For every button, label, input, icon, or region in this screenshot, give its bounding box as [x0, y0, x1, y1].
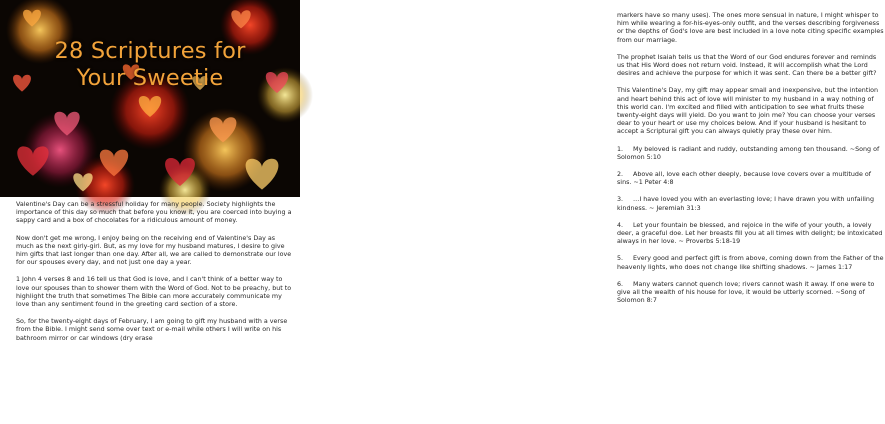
paragraph: Now don't get me wrong, I enjoy being on the receiving end of Valentine's Day as much as the next girly-girl. But, as my love for my husband matures, I desire to give him gifts that last longer than one day. After all, we are called to demonstrate our love for our spouses every day, and not just one day a year. [16, 234, 292, 267]
verse-item [617, 255, 885, 271]
verse-number: 5. [617, 255, 624, 263]
paragraph: 1 John 4 verses 8 and 16 tell us that God is love, and I can't think of a better way to love our spouses than to shower them with the Word of God. Not to be preachy, but to highlight the truth that sometimes The Bible can more accurately communicate my love than any sentiment found in the greeting card section of a store. [16, 276, 292, 309]
verse-item [617, 196, 885, 212]
paragraph: So, for the twenty-eight days of February, I am going to gift my husband with a verse from the Bible. I might send some over text or e-mail while others I will write on his bathroom mirror or car windows (dry erase [16, 318, 288, 342]
verse-text: Above all, love each other deeply, because love covers over a multitude of sins. ~1 Peter 4:8 [617, 171, 871, 187]
page-title [0, 38, 300, 92]
verse-text: Every good and perfect gift is from above, coming down from the Father of the heavenly lights, who does not change like shifting shadows. ~ James 1:17 [617, 255, 884, 271]
verse-item [617, 222, 885, 247]
paragraph: markers have so many uses). The ones more sensual in nature, I might whisper to him while wearing a for-his-eyes-only outfit, and the verses describing forgiveness or the depths of God's love are best included in a love note citing specific examples from our marriage. [617, 12, 884, 44]
left-body-text [16, 201, 292, 352]
verse-text: …I have loved you with an everlasting love; I have drawn you with unfailing kindness. ~ Jeremiah 31:3 [617, 196, 874, 212]
verse-text: Many waters cannot quench love; rivers cannot wash it away. If one were to give all the wealth of his house for love, it would be utterly scorned. ~Song of Solomon 8:7 [617, 280, 875, 305]
right-page [300, 0, 884, 424]
paragraph: This Valentine's Day, my gift may appear small and inexpensive, but the intention and heart behind this act of love will minister to my husband in a way nothing of this world can. I'm excited and filled with anticipation to see what fruits these twenty-eight days will yield. Do you want to join me? You can choose your verses dear to your heart or use my choices below. And if your husband is hesitant to accept a Scriptural gift you can always quietly pray these over him. [617, 87, 878, 136]
verse-text: Let your fountain be blessed, and rejoice in the wife of your youth, a lovely deer, a graceful doe. Let her breasts fill you at all times with delight; be intoxicated always in her love. ~ Proverbs 5:18-19 [617, 221, 883, 246]
verse-item [617, 171, 885, 187]
verse-item [617, 281, 885, 306]
hero-image [0, 0, 300, 197]
paragraph: The prophet Isaiah tells us that the Word of our God endures forever and reminds us that His Word does not return void. Instead, it will accomplish what the Lord desires and achieve the purpose for which it was sent. Can there be a better gift? [617, 53, 877, 78]
title-line-1: 28 Scriptures for [54, 38, 246, 64]
verse-number: 6. [617, 280, 624, 288]
verse-text: My beloved is radiant and ruddy, outstanding among ten thousand. ~Song of Solomon 5:10 [617, 145, 880, 161]
left-page [0, 0, 300, 424]
right-body-text [617, 12, 885, 314]
bokeh-hearts-background [0, 0, 300, 197]
paragraph: Valentine's Day can be a stressful holiday for many people. Society highlights the importance of this day so much that before you know it, you are coerced into buying a sappy card and a box of chocolates for a ridiculous amount of money. [16, 201, 292, 225]
title-line-2: Your Sweetie [76, 65, 224, 91]
verse-number: 1. [617, 145, 624, 153]
verse-number: 2. [617, 171, 624, 179]
verse-item [617, 146, 885, 162]
verse-number: 4. [617, 221, 624, 229]
verse-number: 3. [617, 196, 624, 204]
